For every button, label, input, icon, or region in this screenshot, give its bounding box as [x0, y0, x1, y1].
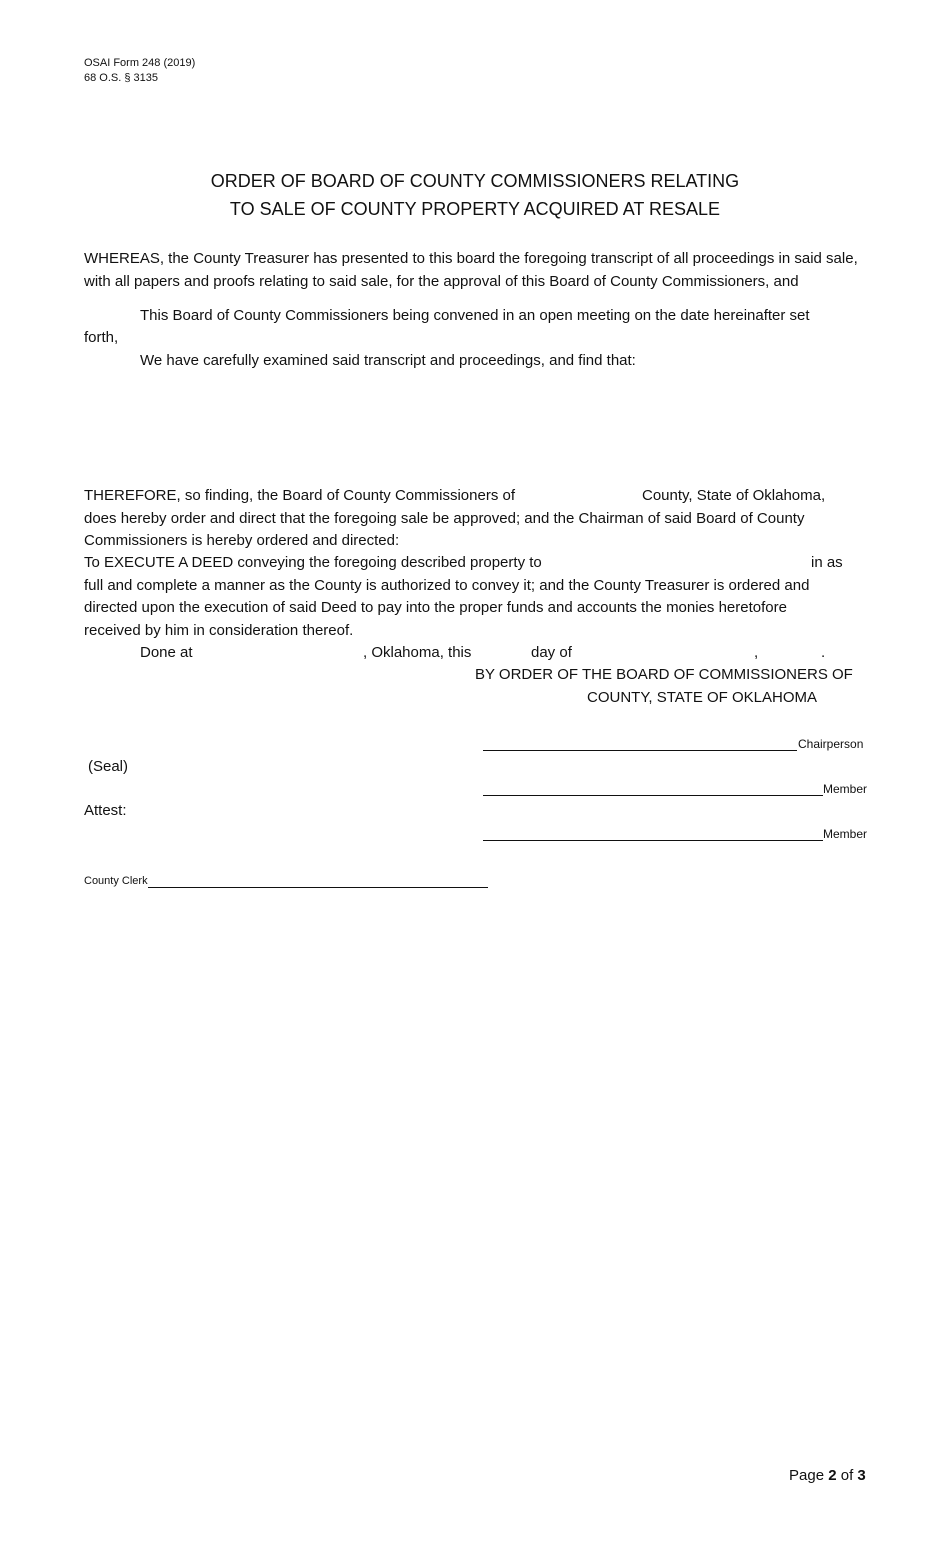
year-blank[interactable]: [765, 645, 815, 663]
member1-signature-line[interactable]: [483, 795, 823, 796]
oklahoma-this-label: , Oklahoma, this: [363, 644, 472, 661]
page-total: 3: [857, 1467, 866, 1484]
examined-paragraph: We have carefully examined said transcript and proceedings, and find that:: [140, 352, 636, 369]
chairperson-signature-line[interactable]: [483, 750, 797, 751]
by-order-line1: BY ORDER OF THE BOARD OF COMMISSIONERS OF: [475, 666, 853, 683]
seal-label: (Seal): [88, 758, 129, 775]
member1-label: Member: [823, 782, 868, 796]
convened-paragraph-line2: forth,: [84, 329, 119, 346]
document-title-line2: TO SALE OF COUNTY PROPERTY ACQUIRED AT RESALE: [229, 199, 721, 219]
done-at-label: Done at: [140, 644, 193, 661]
therefore-text-line3: Commissioners is hereby ordered and directed:: [84, 532, 400, 549]
member2-label: Member: [823, 827, 868, 841]
date-comma: ,: [754, 644, 759, 661]
page-current: 2: [828, 1467, 837, 1484]
therefore-text-line2: does hereby order and direct that the foregoing sale be approved; and the Chairman of said Board of County: [84, 510, 805, 527]
month-blank[interactable]: [580, 645, 750, 663]
findings-blank-area[interactable]: [84, 380, 869, 480]
date-period: .: [821, 644, 826, 661]
county-clerk-signature-line[interactable]: [148, 887, 488, 888]
chairperson-label: Chairperson: [798, 737, 864, 751]
convened-paragraph-line1: This Board of County Commissioners being convened in an open meeting on the date hereinafter set: [140, 307, 810, 324]
whereas-paragraph: WHEREAS, the County Treasurer has presented to this board the foregoing transcript of all proceedings in said sale, with all papers and proofs relating to said sale, for the approval of this Board of County Commissioners, and: [84, 250, 858, 290]
county-name-blank[interactable]: [520, 488, 638, 506]
document-title-line1: ORDER OF BOARD OF COUNTY COMMISSIONERS RELATING: [210, 171, 740, 191]
statute-reference: 68 O.S. § 3135: [84, 72, 158, 84]
therefore-text-start: THEREFORE, so finding, the Board of County Commissioners of: [84, 487, 516, 504]
grantee-name-blank[interactable]: [552, 555, 807, 573]
form-id: OSAI Form 248 (2019): [84, 57, 196, 69]
execute-text-line3: directed upon the execution of said Deed to pay into the proper funds and accounts the monies heretofore: [84, 599, 787, 616]
done-at-place-blank[interactable]: [200, 645, 360, 663]
attest-label: Attest:: [84, 802, 127, 819]
page-number: [789, 1465, 866, 1488]
day-of-label: day of: [531, 644, 572, 661]
county-clerk-label: County Clerk: [84, 875, 148, 887]
execute-text-start: To EXECUTE A DEED conveying the foregoing described property to: [84, 554, 542, 571]
page-prefix: Page: [789, 1467, 825, 1484]
by-order-line2: COUNTY, STATE OF OKLAHOMA: [587, 689, 818, 706]
page-of: of: [840, 1467, 854, 1484]
execute-text-line4: received by him in consideration thereof.: [84, 622, 354, 639]
day-blank[interactable]: [482, 645, 527, 663]
member2-signature-line[interactable]: [483, 840, 823, 841]
execute-text-line2: full and complete a manner as the County is authorized to convey it; and the County Treasurer is ordered and: [84, 577, 810, 594]
execute-text-in-as: in as: [811, 554, 843, 571]
therefore-text-county-state: County, State of Oklahoma,: [642, 487, 826, 504]
